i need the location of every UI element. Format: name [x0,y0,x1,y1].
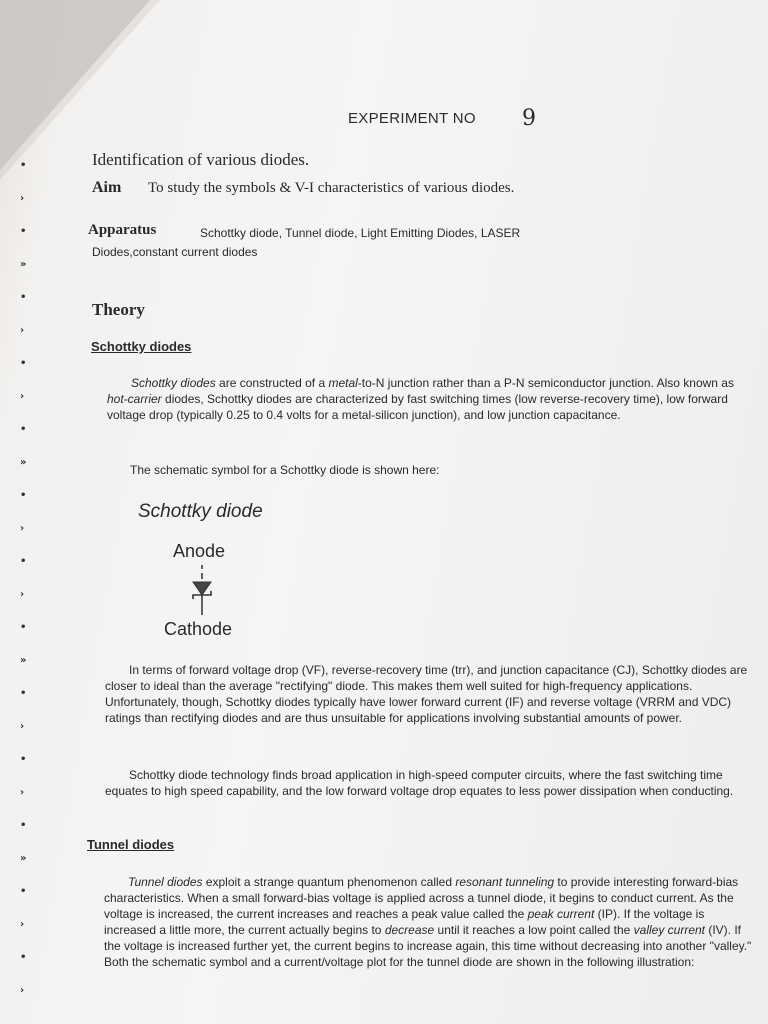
apparatus-label: Apparatus [88,222,157,238]
binding-mark: » [20,853,27,864]
binding-mark: • [20,292,27,303]
symbol-title: Schottky diode [138,501,263,522]
binding-mark: • [20,160,27,171]
term: metal [328,376,358,390]
schottky-paragraph-3: In terms of forward voltage drop (VF), reverse-recovery time (trr), and junction capacitance (CJ), Schottky diodes are closer to ideal than the average "rectifying" diode. This makes them well suited for high-frequency applications. Unfortunately, though, Schottky diodes typically have lower forward current (IF) and reverse voltage (VRRM and VDC) ratings than rectifying diodes and are thus unsuitable for applications involving substantial amounts of power. [105,663,748,725]
document-title: Identification of various diodes. [92,150,310,169]
binding-mark: • [20,622,27,633]
schottky-paragraph-2: The schematic symbol for a Schottky diode is shown here: [130,463,440,477]
apparatus-text-continued: Diodes,constant current diodes [92,245,258,259]
binding-mark: • [20,358,27,369]
term: Tunnel diodes [128,875,203,889]
binding-mark: • [20,754,27,765]
binding-marks [14,160,34,1020]
binding-mark: › [20,193,25,204]
binding-mark: • [20,226,27,237]
schottky-paragraph-1: Schottky diodes are constructed of a metal-to-N junction rather than a P-N semiconductor junction. Also known as hot-carrier diodes, Schottky diodes are characterized by fast switching times (low reverse-recovery time), low forward voltage drop (typically 0.25 to 0.4 volts for a metal-silicon junction), and low junction capacitance. [107,376,734,422]
term: resonant tunneling [455,875,555,889]
binding-mark: › [20,787,25,798]
schottky-paragraph-4: Schottky diode technology finds broad application in high-speed computer circuits, where the fast switching time equates to high speed capability, and the low forward voltage drop equates to less power dissipation when conducting. [105,768,734,798]
schottky-heading: Schottky diodes [91,339,192,354]
schottky-diode-symbol-icon [186,565,218,617]
aim-text: To study the symbols & V-I characteristics of various diodes. [148,180,515,196]
tunnel-paragraph-1: Tunnel diodes exploit a strange quantum phenomenon called resonant tunneling to provide interesting forward-bias characteristics. When a small forward-bias voltage is applied across a tunnel diode, it begins to conduct current. As the voltage is increased, the current increases and reaches a peak value called the peak current (IP). If the voltage is increased a little more, the current actually begins to decrease until it reaches a low point called the valley current (IV). If the voltage is increased further yet, the current begins to increase again, this time without decreasing into another "valley." Both the schematic symbol and a current/voltage plot for the tunnel diode are shown in the following illustration: [104,875,752,969]
term: Schottky diodes [131,376,216,390]
binding-mark: • [20,556,27,567]
tunnel-heading: Tunnel diodes [87,837,175,852]
binding-mark: • [20,820,27,831]
aim-label: Aim [92,179,122,196]
binding-mark: › [20,721,25,732]
experiment-number: 9 [522,106,536,131]
binding-mark: › [20,985,25,996]
binding-mark: • [20,886,27,897]
experiment-title: EXPERIMENT NO [348,110,476,127]
binding-mark: • [20,424,27,435]
cathode-label: Cathode [164,619,233,639]
binding-mark: › [20,919,25,930]
binding-mark: » [20,655,27,666]
term: peak current [527,907,595,921]
binding-mark: › [20,523,25,534]
anode-label: Anode [173,541,226,561]
folded-corner [0,0,150,170]
binding-mark: • [20,490,27,501]
binding-mark: › [20,589,25,600]
binding-mark: » [20,457,27,468]
binding-mark: › [20,391,25,402]
theory-heading: Theory [92,300,145,319]
term: decrease [384,923,435,937]
binding-mark: • [20,952,27,963]
term: valley current [633,923,706,937]
binding-mark: › [20,325,25,336]
binding-mark: » [20,259,27,270]
term: hot-carrier [107,392,162,406]
binding-mark: • [20,688,27,699]
apparatus-text: Schottky diode, Tunnel diode, Light Emitting Diodes, LASER [200,226,521,240]
